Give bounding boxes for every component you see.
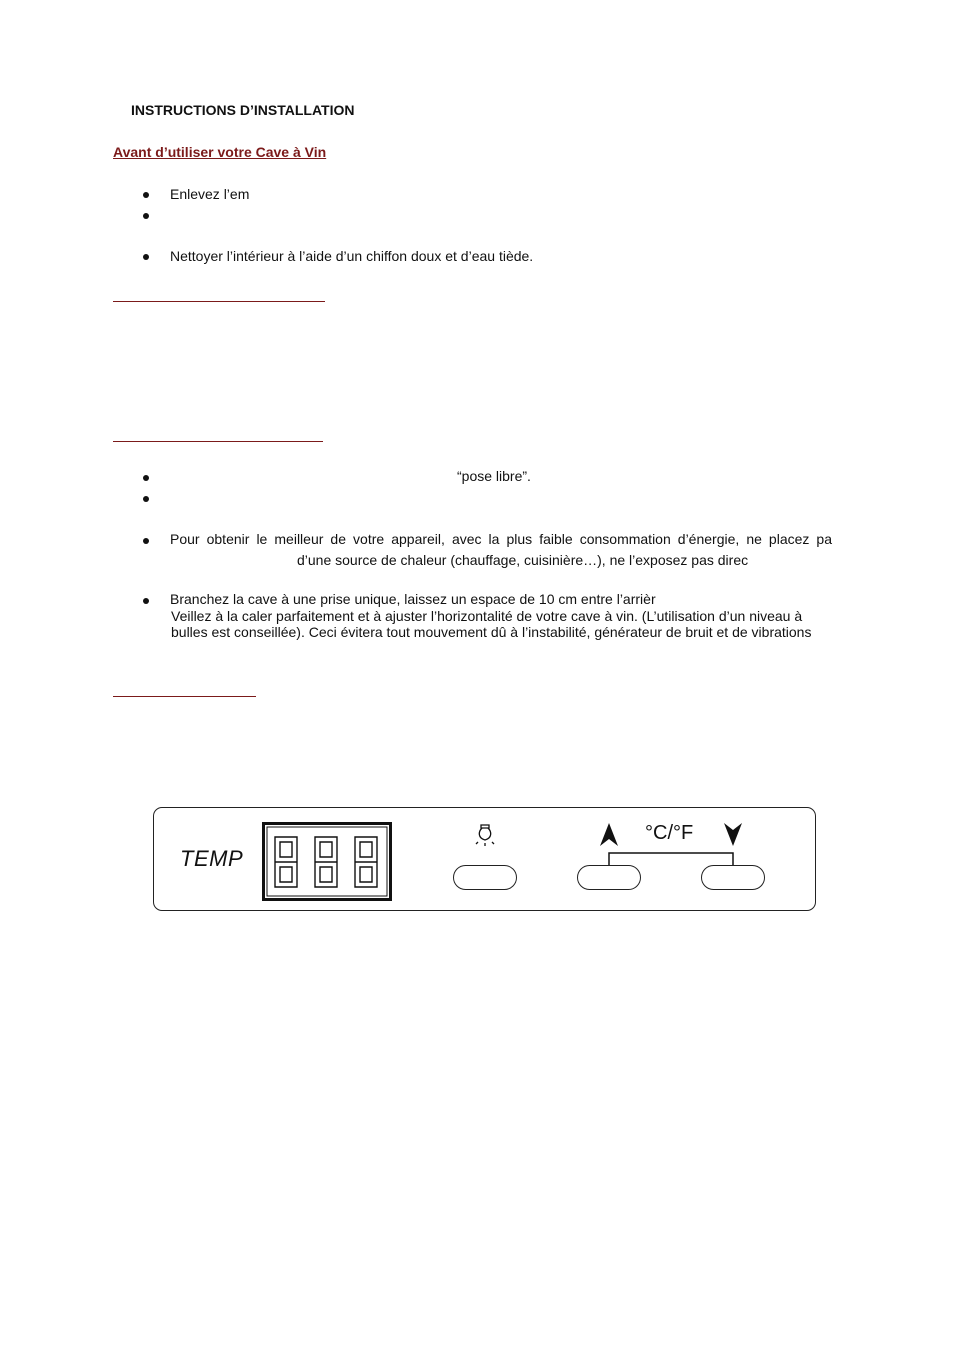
light-button[interactable] bbox=[453, 865, 517, 890]
list-item-fragment: “pose libre”. bbox=[457, 468, 531, 484]
bullet bbox=[143, 213, 149, 219]
temp-label: TEMP bbox=[180, 846, 244, 871]
digit-8 bbox=[315, 837, 337, 887]
list-item-power-line2: Veillez à la caler parfaitement et à ajuster l’horizontalité de votre cave à vin. (L’utilisation d’un niveau à bbox=[171, 608, 803, 624]
list-item-power-line1: Branchez la cave à une prise unique, laissez un espace de 10 cm entre l’arrièr bbox=[170, 591, 656, 607]
unit-toggle-label: °C/°F bbox=[645, 822, 694, 844]
bullet bbox=[143, 496, 149, 502]
seven-segment-digits bbox=[265, 825, 389, 898]
unit-toggle-bracket bbox=[608, 852, 734, 866]
section-heading-underline bbox=[113, 301, 325, 302]
digit-8 bbox=[275, 837, 297, 887]
section-heading-before-use: Avant d’utiliser votre Cave à Vin bbox=[113, 144, 327, 160]
temperature-down-button[interactable] bbox=[701, 865, 765, 890]
list-item-energy-line1: Pour obtenir le meilleur de votre appareil, avec la plus faible consommation d’énergie, ne placez pa bbox=[170, 531, 832, 547]
digit-8 bbox=[355, 837, 377, 887]
bullet bbox=[143, 192, 149, 198]
list-item-energy-line2: d’une source de chaleur (chauffage, cuisinière…), ne l’exposez pas direc bbox=[297, 552, 749, 568]
temperature-display bbox=[262, 822, 392, 901]
light-bulb-icon bbox=[474, 823, 496, 849]
list-item-3: Nettoyer l’intérieur à l’aide d’un chiffon doux et d’eau tiède. bbox=[170, 248, 534, 264]
section-heading-underline bbox=[113, 441, 323, 442]
list-item-1: Enlevez l’em bbox=[170, 186, 250, 202]
page-title: INSTRUCTIONS D’INSTALLATION bbox=[131, 102, 355, 118]
temperature-up-button[interactable] bbox=[577, 865, 641, 890]
bullet bbox=[143, 538, 149, 544]
arrow-up-icon bbox=[598, 822, 620, 848]
bullet bbox=[143, 598, 149, 604]
bullet bbox=[143, 254, 149, 260]
arrow-down-icon bbox=[722, 822, 744, 848]
section-heading-underline bbox=[113, 696, 256, 697]
list-item-power-line3: bulles est conseillée). Ceci évitera tout mouvement dû à l’instabilité, générateur de bruit et de vibrations bbox=[171, 624, 812, 640]
bullet bbox=[143, 475, 149, 481]
